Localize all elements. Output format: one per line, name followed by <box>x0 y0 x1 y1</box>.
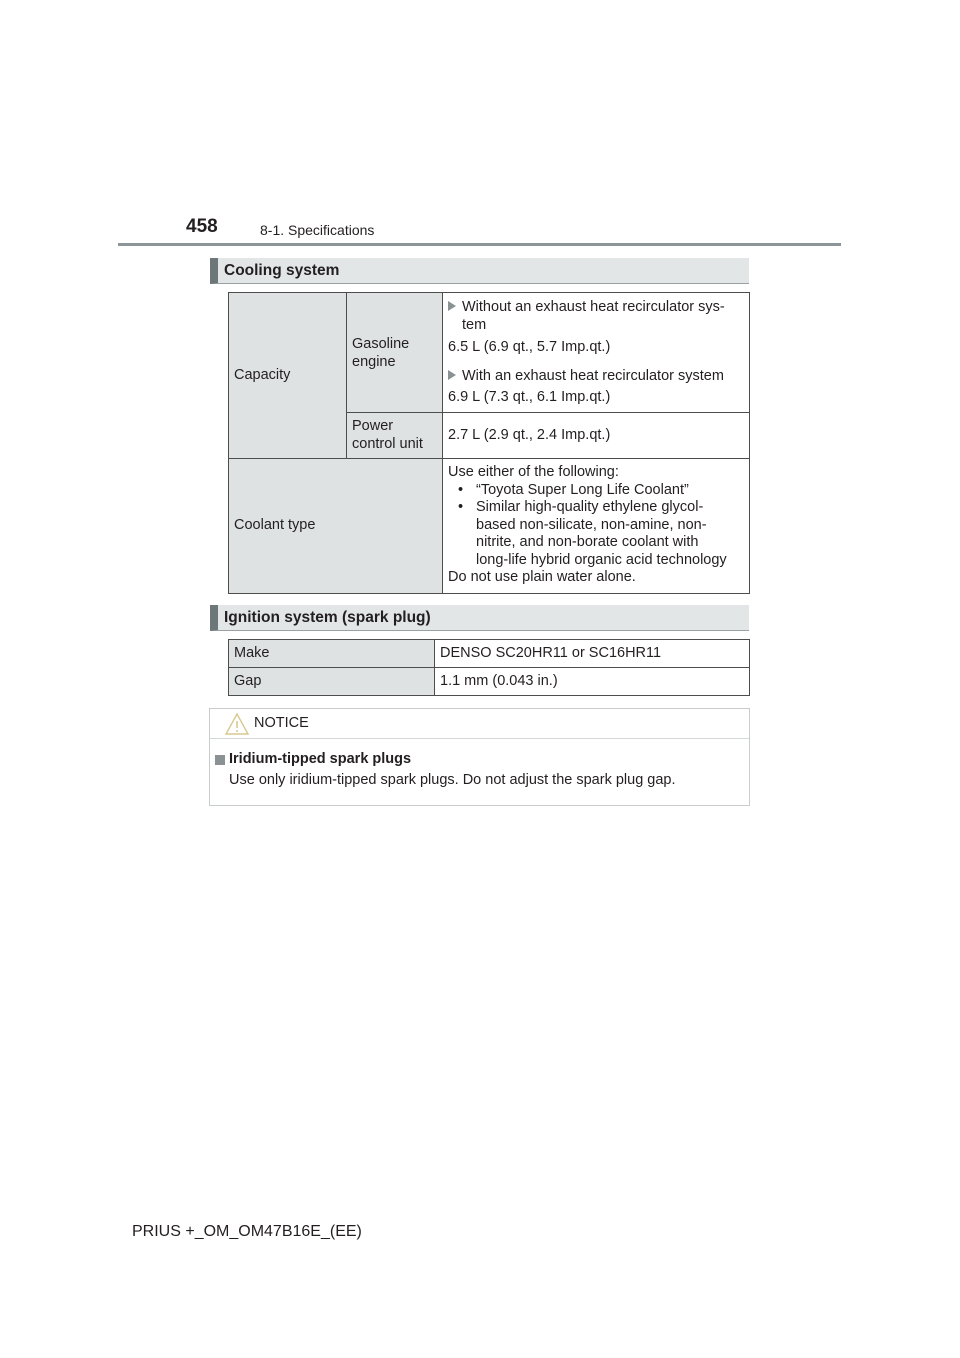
coolant-option-similar: • Similar high-quality ethylene glycol- based non-silicate, non-amine, non- nitrite, and non-borate coolant with long-life hybrid organic acid technology <box>458 499 727 568</box>
cooling-section-title: Cooling system <box>224 262 340 279</box>
notice-title: NOTICE <box>254 715 309 731</box>
power-control-unit-value: 2.7 L (2.9 qt., 2.4 Imp.qt.) <box>443 413 750 459</box>
page-number: 458 <box>186 216 218 237</box>
cooling-table <box>228 292 750 594</box>
footer-document-code: PRIUS +_OM_OM47B16E_(EE) <box>132 1223 362 1240</box>
capacity-label: Capacity <box>229 293 347 459</box>
make-label: Make <box>229 640 435 668</box>
without-recirculator-line: Without an exhaust heat recirculator sys- <box>448 299 741 317</box>
table-row <box>229 293 750 413</box>
coolant-option-toyota: • “Toyota Super Long Life Coolant” <box>458 481 689 498</box>
gasoline-capacity-value: Without an exhaust heat recirculator sys- tem 6.5 L (6.9 qt., 5.7 Imp.qt.) With an exhaust heat recirculator system 6.9 L (7.3 qt., 6.1 Imp.qt.) <box>443 293 750 413</box>
ignition-section-heading <box>210 605 749 631</box>
table-row <box>229 640 750 668</box>
ignition-table <box>228 639 750 696</box>
cooling-section-heading <box>210 258 749 284</box>
coolant-type-value: Use either of the following: • “Toyota Super Long Life Coolant” • Similar high-quality ethylene glycol- based non-silicate, non-amine, non- nitrite, and non-borate coolant with long-life hybrid organic acid technology Do not use plain water alone. <box>443 459 750 594</box>
square-bullet-icon <box>215 755 225 765</box>
without-recirculator-value: 6.5 L (6.9 qt., 5.7 Imp.qt.) <box>448 339 611 355</box>
coolant-note: Do not use plain water alone. <box>448 569 636 585</box>
gap-value: 1.1 mm (0.043 in.) <box>435 668 750 696</box>
gap-label: Gap <box>229 668 435 696</box>
header-rule <box>118 243 841 246</box>
notice-subtitle: Iridium-tipped spark plugs <box>229 751 412 767</box>
with-recirculator-line: With an exhaust heat recirculator system <box>448 368 741 386</box>
triangle-bullet-icon <box>448 370 456 380</box>
warning-triangle-icon <box>224 712 250 736</box>
table-row <box>229 459 750 594</box>
notice-box <box>209 708 750 806</box>
table-row <box>229 668 750 696</box>
section-label: 8-1. Specifications <box>260 222 375 238</box>
with-recirculator-value: 6.9 L (7.3 qt., 6.1 Imp.qt.) <box>448 389 611 405</box>
gasoline-engine-label: Gasoline engine <box>347 293 443 413</box>
power-control-unit-label: Power control unit <box>347 413 443 459</box>
make-value: DENSO SC20HR11 or SC16HR11 <box>435 640 750 668</box>
notice-header <box>210 709 749 739</box>
coolant-type-label: Coolant type <box>229 459 443 594</box>
notice-text: Use only iridium-tipped spark plugs. Do not adjust the spark plug gap. <box>229 772 676 788</box>
ignition-section-title: Ignition system (spark plug) <box>224 609 431 626</box>
triangle-bullet-icon <box>448 301 456 311</box>
